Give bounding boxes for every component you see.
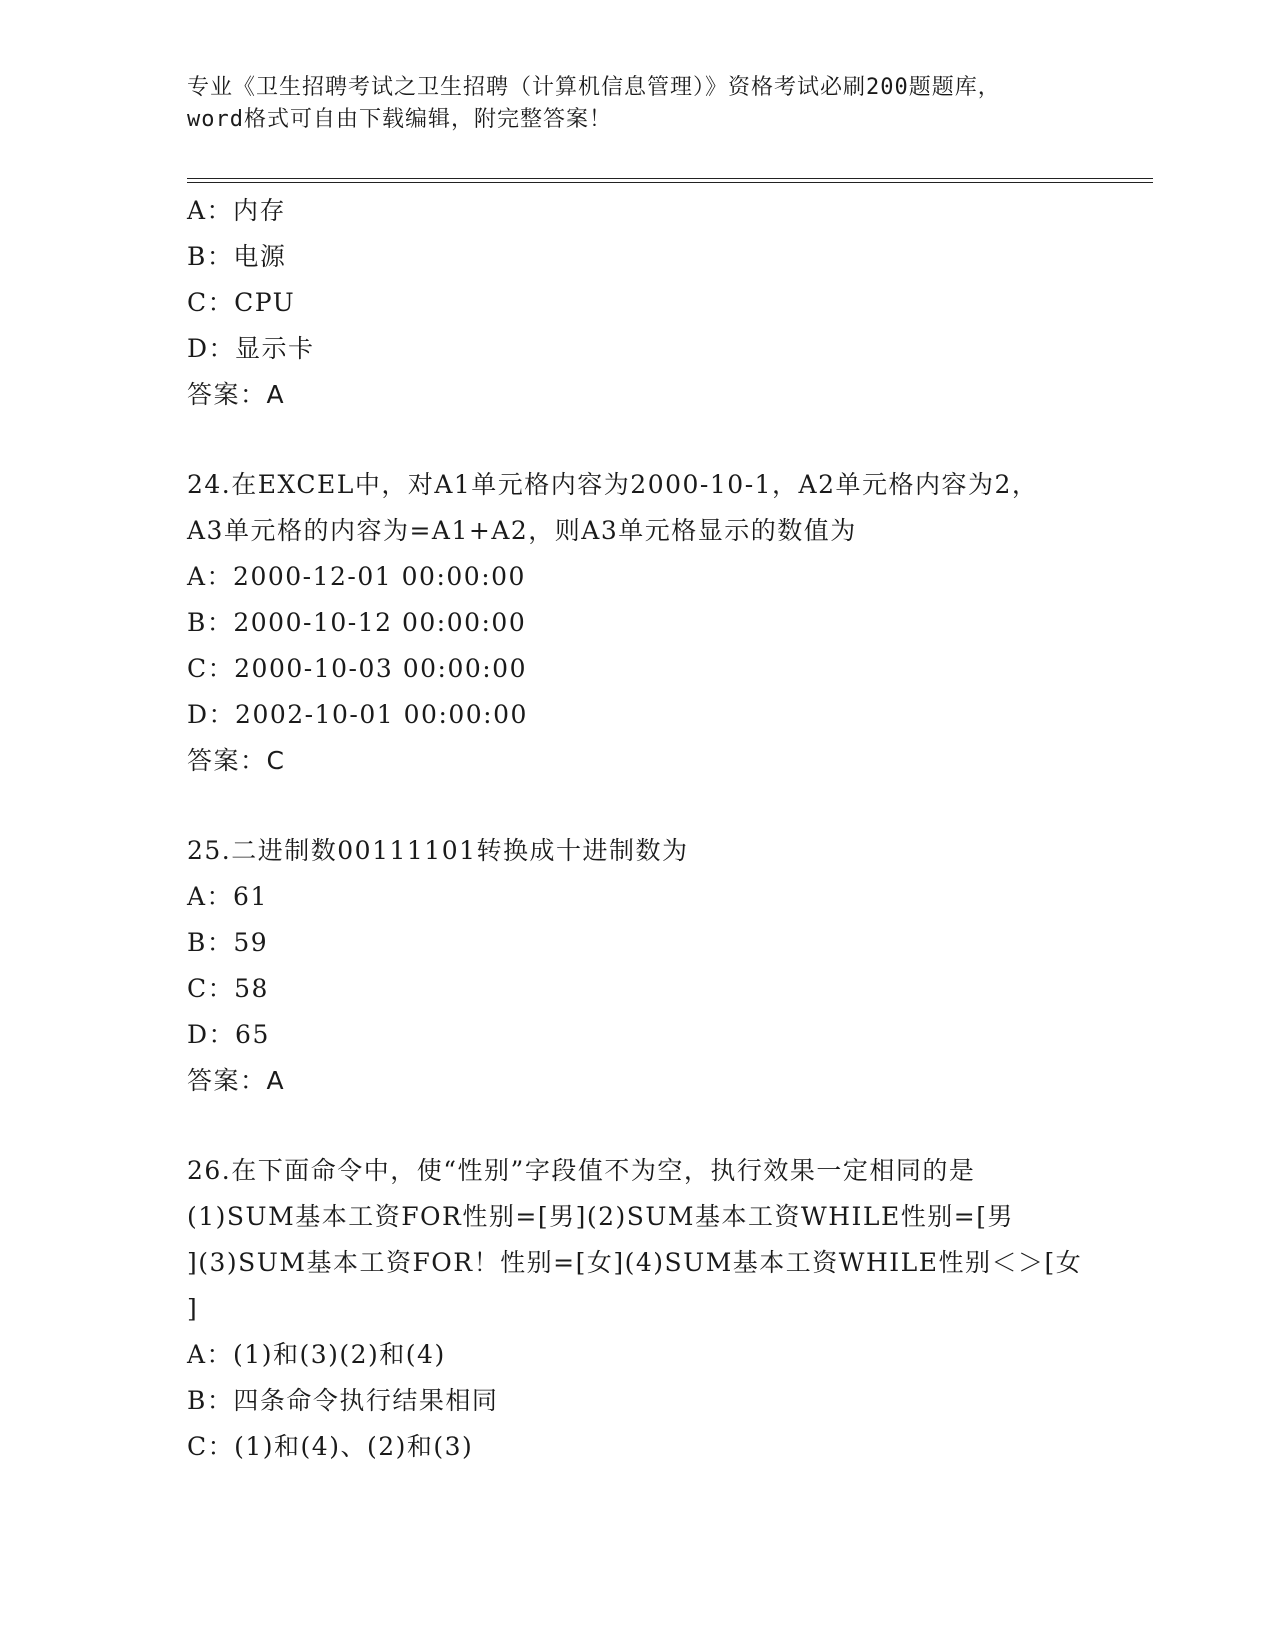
option-d: D：2002-10-01 00:00:00 — [187, 700, 528, 729]
header-line-2: word格式可自由下载编辑，附完整答案！ — [187, 107, 612, 132]
question-stem-line: ](3)SUM基本工资FOR！性别=[女](4)SUM基本工资WHILE性别＜＞[女 — [187, 1248, 1083, 1277]
option-b: B：2000-10-12 00:00:00 — [187, 608, 527, 637]
question-23 — [187, 188, 1087, 418]
question-26 — [187, 1148, 1087, 1470]
question-stem-line: 24.在EXCEL中，对A1单元格内容为2000-10-1，A2单元格内容为2， — [187, 470, 1039, 499]
option-d: D：65 — [187, 1020, 270, 1049]
option-b: B：四条命令执行结果相同 — [187, 1386, 499, 1415]
option-c: C：(1)和(4)、(2)和(3) — [187, 1432, 474, 1461]
question-content — [187, 188, 1087, 1470]
option-d: D：显示卡 — [187, 334, 315, 363]
option-a: A：2000-12-01 00:00:00 — [187, 562, 526, 591]
option-c: C：CPU — [187, 288, 296, 317]
spacer — [187, 418, 1087, 462]
option-c: C：2000-10-03 00:00:00 — [187, 654, 527, 683]
spacer — [187, 1104, 1087, 1148]
option-c: C：58 — [187, 974, 269, 1003]
header-divider — [187, 178, 1153, 183]
question-24 — [187, 462, 1087, 784]
answer: 答案：C — [187, 746, 286, 775]
question-stem-line: 26.在下面命令中，使“性别”字段值不为空，执行效果一定相同的是 — [187, 1156, 976, 1185]
option-a: A：61 — [187, 882, 268, 911]
option-a: A：(1)和(3)(2)和(4) — [187, 1340, 446, 1369]
header-line-1: 专业《卫生招聘考试之卫生招聘（计算机信息管理）》资格考试必刷200题题库， — [187, 75, 1001, 100]
option-b: B：59 — [187, 928, 269, 957]
question-stem-line: (1)SUM基本工资FOR性别=[男](2)SUM基本工资WHILE性别=[男 — [187, 1202, 1014, 1231]
answer: 答案：A — [187, 380, 286, 409]
question-stem-line: 25.二进制数00111101转换成十进制数为 — [187, 836, 689, 865]
document-header — [187, 72, 1087, 136]
question-stem-line: ] — [187, 1294, 199, 1323]
option-b: B：电源 — [187, 242, 287, 271]
question-25 — [187, 828, 1087, 1104]
spacer — [187, 784, 1087, 828]
question-stem-line: A3单元格的内容为=A1+A2，则A3单元格显示的数值为 — [187, 516, 857, 545]
option-a: A：内存 — [187, 196, 287, 225]
answer: 答案：A — [187, 1066, 286, 1095]
